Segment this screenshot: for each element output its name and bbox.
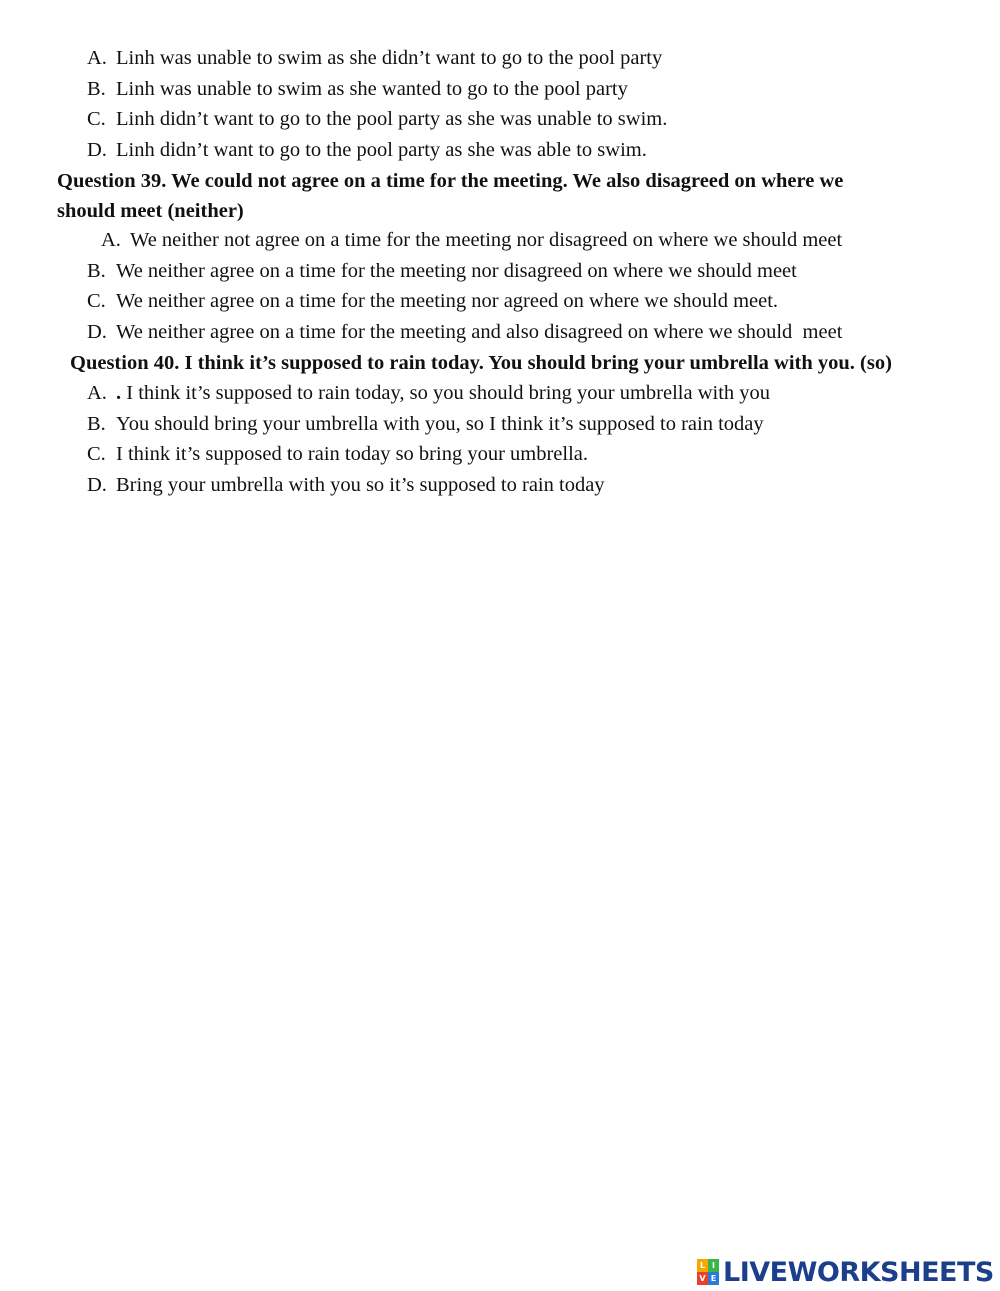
q38-option-d[interactable] (87, 137, 647, 163)
option-letter: B. (87, 260, 106, 282)
liveworksheets-logo[interactable] (697, 1255, 994, 1289)
option-letter: C. (87, 290, 106, 312)
mark-cell: V (697, 1272, 708, 1285)
q39-title-line-2: should meet (neither) (57, 200, 244, 222)
q39-title-line-1: Question 39. We could not agree on a time for the meeting. We also disagreed on where we (57, 170, 844, 192)
q39-option-d[interactable] (87, 319, 842, 345)
option-text: We neither agree on a time for the meeting nor agreed on where we should meet. (116, 290, 779, 312)
q39-title (57, 166, 957, 226)
q39-option-a[interactable] (101, 227, 842, 253)
option-text: Linh didn’t want to go to the pool party as she was unable to swim. (116, 108, 668, 130)
logo-text: LIVEWORKSHEETS (723, 1256, 994, 1288)
q40-option-b[interactable] (87, 411, 764, 437)
option-text: Bring your umbrella with you so it’s supposed to rain today (116, 474, 605, 496)
q38-option-c[interactable] (87, 106, 667, 132)
option-letter: A. (87, 382, 107, 404)
option-dot: . (116, 382, 122, 404)
option-letter: A. (101, 229, 121, 251)
q40-option-d[interactable] (87, 472, 605, 498)
q38-option-a[interactable] (87, 45, 662, 71)
option-text: Linh didn’t want to go to the pool party as she was able to swim. (116, 139, 647, 161)
option-letter: D. (87, 139, 107, 161)
option-text: We neither not agree on a time for the meeting nor disagreed on where we should meet (130, 229, 843, 251)
option-text: Linh was unable to swim as she didn’t want to go to the pool party (116, 47, 663, 69)
q39-option-c[interactable] (87, 288, 778, 314)
mark-cell: E (708, 1272, 719, 1285)
liveworksheets-mark-icon (697, 1259, 719, 1285)
option-letter: B. (87, 413, 106, 435)
option-letter: D. (87, 321, 107, 343)
option-letter: D. (87, 474, 107, 496)
option-text: We neither agree on a time for the meeting and also disagreed on where we should meet (116, 321, 843, 343)
option-text: I think it’s supposed to rain today, so you should bring your umbrella with you (126, 382, 771, 404)
option-letter: A. (87, 47, 107, 69)
q40-option-a[interactable] (87, 380, 770, 406)
mark-cell: I (708, 1259, 719, 1272)
option-text: You should bring your umbrella with you, so I think it’s supposed to rain today (116, 413, 764, 435)
option-text: Linh was unable to swim as she wanted to go to the pool party (116, 78, 628, 100)
option-letter: C. (87, 108, 106, 130)
mark-cell: L (697, 1259, 708, 1272)
option-text: I think it’s supposed to rain today so bring your umbrella. (116, 443, 589, 465)
q40-option-c[interactable] (87, 441, 588, 467)
option-text: We neither agree on a time for the meeting nor disagreed on where we should meet (116, 260, 797, 282)
option-letter: C. (87, 443, 106, 465)
option-letter: B. (87, 78, 106, 100)
q40-title: Question 40. I think it’s supposed to rain today. You should bring your umbrella with you. (so) (70, 352, 892, 374)
q39-option-b[interactable] (87, 258, 797, 284)
q38-option-b[interactable] (87, 76, 628, 102)
